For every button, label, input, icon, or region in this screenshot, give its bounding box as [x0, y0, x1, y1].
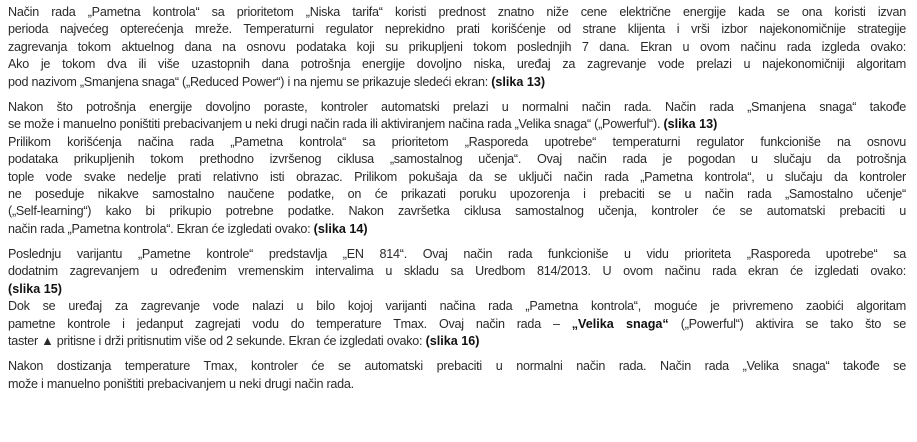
text-segment: („Self-learning“) kako bi prikupio potrebne podatke. Nakon završetka ciklusa samostalnog učenja, kontroler će se automatski prebaciti u	[8, 204, 906, 219]
text-line	[8, 4, 906, 21]
paragraph	[8, 134, 906, 238]
text-segment: Prilikom korišćenja načina rada „Pametna kontrola“ sa prioritetom „Rasporeda upotrebe“ temperaturni regulator funkcioniše na osnovu	[8, 134, 906, 149]
paragraph	[8, 4, 906, 56]
text-line	[8, 203, 906, 220]
paragraph	[8, 358, 906, 393]
text-segment: („Powerful“) aktivira se tako što se	[668, 316, 906, 331]
paragraph	[8, 56, 906, 91]
text-segment: Način rada „Pametna kontrola“ sa prioritetom „Niska tarifa“ koristi prednost znatno niže cene električne energije kada se ona koristi izvan	[8, 5, 906, 19]
text-line	[8, 39, 906, 56]
text-segment: tople vode svake nedelje prati relativno isti obrazac. Prilikom pokušaja da se uključi način rada „Pametna kontrola“, u slučaju da kontroler	[8, 169, 906, 184]
text-line	[8, 116, 906, 133]
text-line	[8, 99, 906, 116]
bold-reference: (slika 15)	[8, 281, 62, 296]
text-segment: Ako je tokom dva ili više uzastopnih dana potrošnja energije dovoljno niska, uređaj za zagrevanje vode prelazi u najekonomičniji algoritam	[8, 57, 906, 72]
bold-reference: (slika 16)	[425, 334, 480, 349]
text-line	[8, 298, 906, 315]
text-line	[8, 246, 906, 263]
bold-reference: (slika 13)	[663, 117, 718, 132]
text-segment: Nakon dostizanja temperature Tmax, kontroler će se automatski prebaciti u normalni način rada. Način rada „Velika snaga“ takođe se	[8, 359, 906, 374]
text-segment: Poslednju varijantu „Pametne kontrole“ predstavlja „EN 814“. Ovaj način rada funkcioniše u vidu prioriteta „Rasporeda upotrebe“ sa	[8, 247, 906, 262]
bold-reference: (slika 14)	[313, 221, 368, 236]
text-segment: zagrevanja tokom aktuelnog dana na osnovu podataka koji su prikupljeni tokom poslednjih 7 dana. Ekran u ovom načinu rada izgleda ovako:	[8, 39, 906, 54]
paragraph	[8, 99, 906, 134]
text-line	[8, 333, 906, 350]
text-line	[8, 169, 906, 186]
text-line	[8, 134, 906, 151]
text-segment: taster ▲ pritisne i drži pritisnutim više od 2 sekunde. Ekran će izgledati ovako:	[8, 334, 426, 349]
text-segment: dodatnim zagrevanjem u određenim vremenskim intervalima u skladu sa Uredbom 814/2013. U ovom načinu rada ekran će izgledati ovako:	[8, 264, 906, 279]
paragraph	[8, 298, 906, 350]
text-segment: pametne kontrole i jedanput zagrejati vodu do temperature Tmax. Ovaj način rada –	[8, 316, 572, 331]
text-line	[8, 358, 906, 375]
text-line	[8, 221, 906, 238]
text-line	[8, 263, 906, 280]
text-line	[8, 56, 906, 73]
bold-reference: „Velika snaga“	[571, 316, 669, 331]
text-segment: perioda najvećeg opterećenja mreže. Temperaturni regulator neprekidno prati korišćenje od strane klijenta i vrši izbor najekonomičnije strategije	[8, 22, 906, 37]
text-segment: može i manuelno poništiti prebacivanjem u neki drugi način rada.	[8, 376, 354, 391]
text-line	[8, 316, 906, 333]
text-line	[8, 74, 906, 91]
text-segment: pod nazivom „Smanjena snaga“ („Reduced Power“) i na njemu se prikazuje sledeći ekran:	[8, 74, 492, 89]
bold-reference: (slika 13)	[491, 74, 546, 89]
text-line	[8, 21, 906, 38]
paragraph	[8, 246, 906, 298]
text-segment: ne poseduje nikakve samostalno naučene podatke, on će prikazati poruku upozorenja i prebaciti se u način rada „Samostalno učenje“	[8, 186, 906, 201]
text-line	[8, 376, 906, 393]
text-line	[8, 151, 906, 168]
document-body	[8, 4, 906, 393]
text-line	[8, 281, 906, 298]
text-segment: Nakon što potrošnja energije dovoljno poraste, kontroler automatski prelazi u normalni način rada. Način rada „Smanjena snaga“ takođe	[8, 99, 906, 114]
text-segment: način rada „Pametna kontrola“. Ekran će izgledati ovako:	[8, 221, 314, 236]
text-segment: podataka prikupljenih tokom prethodno izvršenog ciklusa „samostalnog učenja“. Ovaj način rada je pogodan u slučaju da potrošnja	[8, 152, 906, 167]
text-segment: se može i manuelno poništiti prebacivanjem u neki drugi način rada ili aktiviranjem načina rada „Velika snaga“ („Powerful“).	[8, 117, 664, 132]
text-line	[8, 186, 906, 203]
text-segment: Dok se uređaj za zagrevanje vode nalazi u bilo kojoj varijanti načina rada „Pametna kontrola“, moguće je privremeno zaobići algoritam	[8, 299, 906, 314]
